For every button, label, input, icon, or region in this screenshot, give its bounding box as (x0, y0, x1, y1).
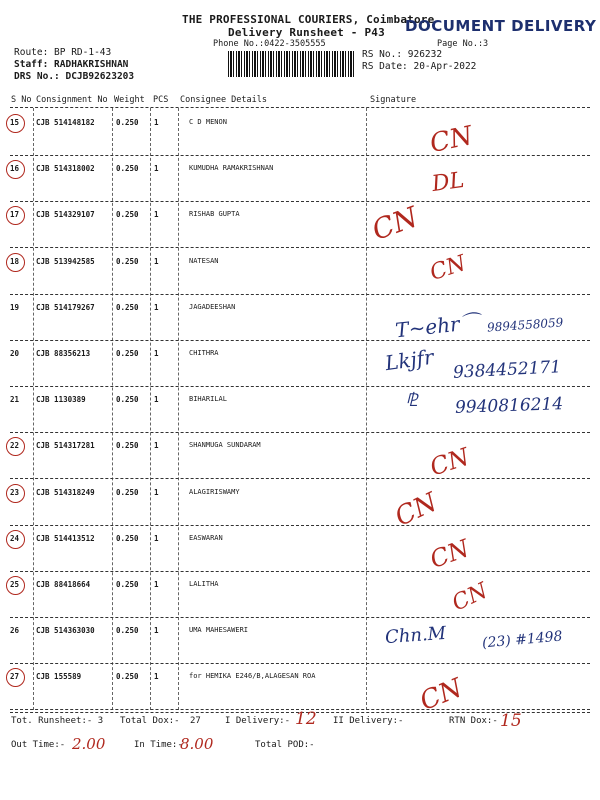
total-dox-value: 27 (190, 716, 201, 726)
row-sno: 17 (10, 210, 20, 219)
row-consignee: SHANMUGA SUNDARAM (189, 441, 261, 449)
row-weight: 0.250 (116, 534, 139, 543)
rs-date: RS Date: 20-Apr-2022 (362, 61, 477, 72)
handwritten-note: (23) #1498 (481, 628, 564, 652)
row-weight: 0.250 (116, 257, 139, 266)
row-divider (10, 294, 590, 295)
handwritten-cn: CN (448, 578, 492, 617)
row-consignee: EASWARAN (189, 534, 223, 542)
signature-mark: T~ehr⌒ (394, 309, 481, 343)
row-divider (10, 617, 590, 618)
header-divider (10, 107, 590, 108)
row-consignee: NATESAN (189, 257, 219, 265)
row-sno: 19 (10, 303, 20, 312)
col-pcs: PCS (153, 95, 169, 105)
row-consignee: C D MENON (189, 118, 227, 126)
row-consignee: KUMUDHA RAMAKRISHNAN (189, 164, 274, 172)
handwritten-phone: 9894558059 (486, 315, 564, 335)
row-consignment-no: CJB 514329107 (36, 210, 95, 219)
row-consignee: for HEMIKA E246/B,ALAGESAN ROA (189, 672, 316, 680)
row-consignment-no: CJB 514413512 (36, 534, 95, 543)
signature-mark: ⅊ (405, 390, 418, 411)
row-divider (10, 247, 590, 248)
handwritten-dl: DL (430, 167, 466, 198)
row-pcs: 1 (154, 257, 159, 266)
row-sno: 15 (10, 118, 20, 127)
row-consignment-no: CJB 88418664 (36, 580, 91, 589)
row-weight: 0.250 (116, 210, 139, 219)
column-line (150, 108, 151, 710)
handwritten-cn: CN (426, 534, 473, 574)
row-consignee: RISHAB GUPTA (189, 210, 240, 218)
row-consignee: BIHARILAL (189, 395, 227, 403)
row-consignment-no: CJB 514363030 (36, 626, 95, 635)
row-weight: 0.250 (116, 395, 139, 404)
row-weight: 0.250 (116, 626, 139, 635)
handwritten-cn: CN (427, 120, 476, 160)
row-consignment-no: CJB 155589 (36, 672, 82, 681)
row-divider (10, 201, 590, 202)
col-weight: Weight (114, 95, 145, 105)
row-weight: 0.250 (116, 303, 139, 312)
handwritten-cn: CN (367, 200, 423, 247)
rtn-dox-value: 15 (500, 711, 522, 731)
row-pcs: 1 (154, 303, 159, 312)
runsheet-subtitle: Delivery Runsheet - P43 (228, 26, 385, 39)
handwritten-cn: CN (415, 673, 467, 717)
handwritten-cn: CN (427, 251, 470, 286)
row-sno: 25 (10, 580, 20, 589)
route: Route: BP RD-1-43 (14, 47, 112, 58)
row-pcs: 1 (154, 441, 159, 450)
total-dox-label: Total Dox:- (120, 716, 180, 726)
row-divider (10, 571, 590, 572)
signature-mark: Lkjfr (383, 344, 436, 376)
row-weight: 0.250 (116, 349, 139, 358)
row-divider (10, 155, 590, 156)
row-divider (10, 663, 590, 664)
ii-delivery-label: II Delivery:- (333, 716, 404, 726)
i-delivery-label: I Delivery:- (225, 716, 291, 726)
row-sno: 23 (10, 488, 20, 497)
row-pcs: 1 (154, 210, 159, 219)
in-time-label: In Time:- (134, 740, 183, 750)
total-pod-label: Total POD:- (255, 740, 315, 750)
row-consignment-no: CJB 514318002 (36, 164, 95, 173)
drs-number: DRS No.: DCJB92623203 (14, 71, 135, 82)
column-line (366, 108, 367, 710)
barcode (228, 51, 354, 77)
row-divider (10, 432, 590, 433)
rtn-dox-label: RTN Dox:- (449, 716, 498, 726)
row-sno: 16 (10, 164, 20, 173)
row-pcs: 1 (154, 672, 159, 681)
row-sno: 20 (10, 349, 20, 358)
row-consignment-no: CJB 514317281 (36, 441, 95, 450)
row-sno: 18 (10, 257, 20, 266)
company-title: THE PROFESSIONAL COURIERS, Coimbatore (182, 13, 435, 26)
row-consignee: JAGADEESHAN (189, 303, 236, 311)
column-line (178, 108, 179, 710)
row-pcs: 1 (154, 349, 159, 358)
signature-mark: Chn.M (384, 622, 447, 649)
rs-number: RS No.: 926232 (362, 49, 443, 60)
phone-number: Phone No.:0422-3505555 (213, 39, 326, 49)
row-consignment-no: CJB 1130389 (36, 395, 86, 404)
row-divider (10, 478, 590, 479)
row-divider (10, 386, 590, 387)
row-weight: 0.250 (116, 164, 139, 173)
row-divider (10, 340, 590, 341)
row-pcs: 1 (154, 118, 159, 127)
row-consignment-no: CJB 513942585 (36, 257, 95, 266)
row-pcs: 1 (154, 395, 159, 404)
handwritten-cn: CN (426, 442, 473, 482)
row-consignment-no: CJB 88356213 (36, 349, 91, 358)
row-weight: 0.250 (116, 118, 139, 127)
row-sno: 27 (10, 672, 20, 681)
column-line (112, 108, 113, 710)
in-time-value: 8.00 (180, 735, 214, 753)
col-signature: Signature (370, 95, 417, 105)
out-time-label: Out Time:- (11, 740, 66, 750)
page-number: Page No.:3 (437, 39, 489, 49)
row-pcs: 1 (154, 626, 159, 635)
row-sno: 21 (10, 395, 20, 404)
handwritten-phone: 9384452171 (452, 357, 562, 383)
row-pcs: 1 (154, 580, 159, 589)
row-sno: 26 (10, 626, 20, 635)
document-delivery-stamp: DOCUMENT DELIVERY (405, 17, 597, 35)
row-weight: 0.250 (116, 580, 139, 589)
row-sno: 22 (10, 441, 20, 450)
column-line (33, 108, 34, 710)
handwritten-phone: 9940816214 (454, 394, 564, 418)
row-consignment-no: CJB 514148182 (36, 118, 95, 127)
row-weight: 0.250 (116, 441, 139, 450)
row-consignee: ALAGIRISWAMY (189, 488, 240, 496)
row-pcs: 1 (154, 164, 159, 173)
total-runsheet: Tot. Runsheet:- 3 (11, 716, 104, 726)
row-weight: 0.250 (116, 672, 139, 681)
row-consignee: UMA MAHESAWERI (189, 626, 249, 634)
col-consignment: Consignment No (36, 95, 108, 105)
i-delivery-value: 12 (295, 709, 317, 729)
row-consignment-no: CJB 514179267 (36, 303, 95, 312)
row-consignee: CHITHRA (189, 349, 219, 357)
row-consignment-no: CJB 514318249 (36, 488, 95, 497)
handwritten-cn: CN (390, 487, 442, 533)
row-pcs: 1 (154, 488, 159, 497)
row-consignee: LALITHA (189, 580, 219, 588)
row-sno: 24 (10, 534, 20, 543)
row-pcs: 1 (154, 534, 159, 543)
staff: Staff: RADHAKRISHNAN (14, 59, 129, 70)
col-consignee: Consignee Details (180, 95, 267, 105)
row-divider (10, 525, 590, 526)
row-weight: 0.250 (116, 488, 139, 497)
out-time-value: 2.00 (72, 735, 106, 753)
col-sno: S No (11, 95, 32, 105)
